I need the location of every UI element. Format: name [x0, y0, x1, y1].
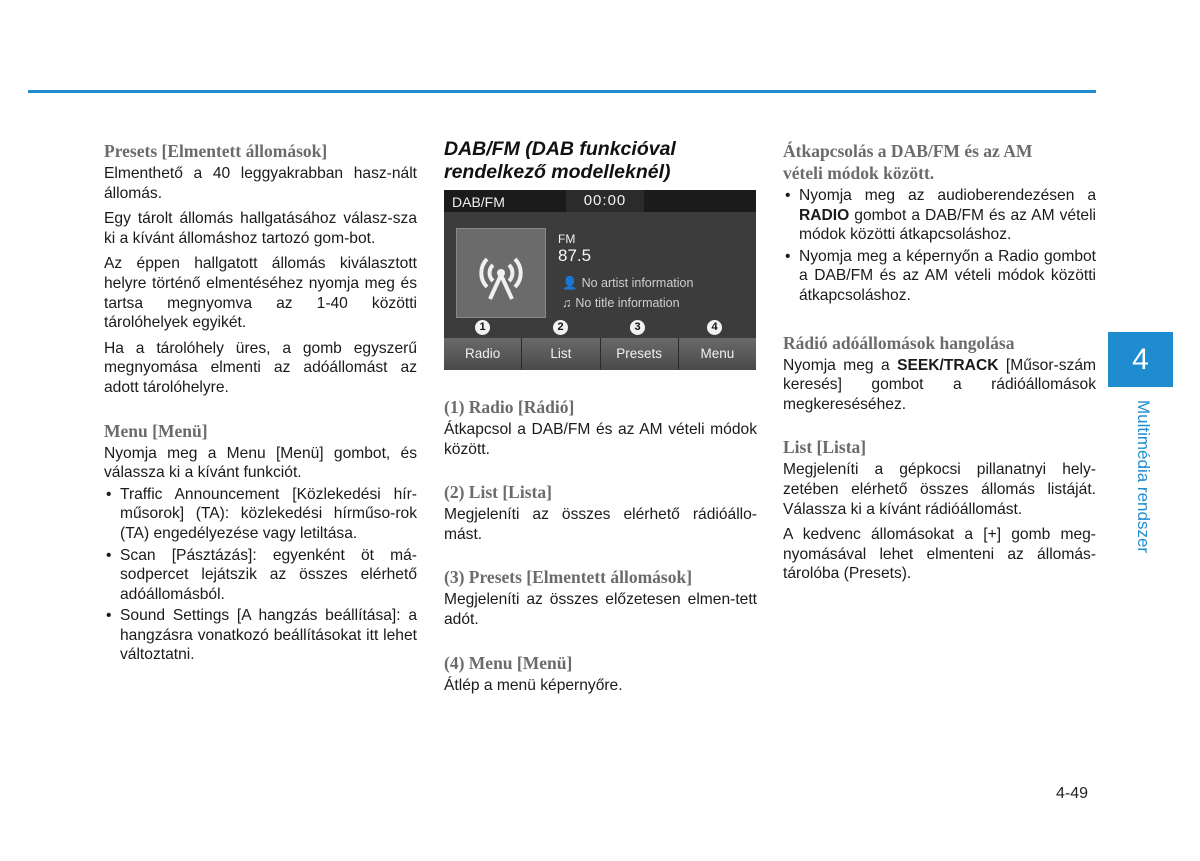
callout-row — [444, 318, 756, 338]
presets-button[interactable]: Presets — [601, 338, 679, 370]
menu-button[interactable]: Menu — [679, 338, 756, 370]
page-number: 4-49 — [1056, 785, 1089, 802]
screen-artist: 👤 No artist information — [562, 276, 694, 290]
column-right — [783, 140, 1096, 590]
column-middle — [444, 138, 757, 701]
menu-list — [104, 485, 417, 665]
paragraph: Átkapcsol a DAB/FM és az AM vételi módok között. — [444, 421, 757, 458]
music-note-icon: ♫ — [562, 296, 572, 310]
list-item: • Sound Settings [A hangzás beállítása]: a hangzásra vonatkozó beállításokat itt lehet változtatni. — [106, 607, 417, 664]
paragraph: Ha a tárolóhely üres, a gomb egyszerű megnyomása elmenti az adóállomást az adott tárolóhelyre. — [104, 339, 417, 396]
list-heading: (2) List [Lista] — [444, 482, 552, 503]
paragraph: Az éppen hallgatott állomás kiválasztott helyre történő elmentéséhez nyomja meg és tartsa megnyomva az 1-40 közötti tárolóhelyek egyikét. — [104, 255, 417, 332]
tuning-heading: Rádió adóállomások hangolása — [783, 332, 1015, 353]
list-item: • Nyomja meg az audioberendezésen a RADIO gombot a DAB/FM és az AM vételi módok közötti átkapcsoláshoz. — [785, 187, 1096, 244]
presets-heading: Presets [Elmentett állomások] — [104, 141, 328, 161]
screen-source-label: DAB/FM — [452, 194, 505, 210]
switch-list — [783, 186, 1096, 306]
radio-screen-figure — [444, 190, 756, 370]
paragraph: Megjeleníti az összes elérhető rádióállo-mást. — [444, 506, 757, 543]
section-title: DAB/FM (DAB funkcióval rendelkező modelleknél) — [444, 138, 676, 183]
callout-marker: 1 — [475, 320, 490, 335]
column-left — [104, 140, 417, 667]
screen-button-bar — [444, 338, 756, 370]
list-item: • Nyomja meg a képernyőn a Radio gombot a DAB/FM és az AM vételi módok közötti átkapcsoláshoz. — [785, 247, 1096, 304]
callout-marker: 2 — [553, 320, 568, 335]
screen-frequency: 87.5 — [558, 246, 592, 265]
paragraph: Egy tárolt állomás hallgatásához válasz-sza ki a kívánt állomáshoz tartozó gom-bot. — [104, 210, 417, 247]
menu-heading: (4) Menu [Menü] — [444, 652, 573, 673]
presets-heading: (3) Presets [Elmentett állomások] — [444, 567, 693, 588]
radio-antenna-icon — [456, 228, 546, 318]
callout-marker: 4 — [707, 320, 722, 335]
paragraph: Megjeleníti az összes előzetesen elmen-tett adót. — [444, 591, 757, 628]
callout-marker: 3 — [630, 320, 645, 335]
menu-heading: Menu [Menü] — [104, 420, 208, 441]
list-item: • Scan [Pásztázás]: egyenként öt má-sodpercet lejátszik az összes elérhető adóállomásból. — [106, 546, 417, 603]
screen-band: FM — [558, 232, 576, 246]
list-heading: List [Lista] — [783, 437, 867, 458]
chapter-label: Multimédia rendszer — [1134, 400, 1153, 554]
paragraph: Elmenthető a 40 leggyakrabban hasz-nált állomás. — [104, 165, 417, 202]
chapter-number-tab: 4 — [1108, 332, 1173, 387]
person-icon: 👤 — [562, 276, 578, 290]
radio-heading: (1) Radio [Rádió] — [444, 397, 575, 417]
screen-title: ♫ No title information — [562, 296, 680, 310]
switch-heading: Átkapcsolás a DAB/FM és az AM vételi módok között. — [783, 141, 1033, 183]
radio-button[interactable]: Radio — [444, 338, 522, 370]
paragraph: Átlép a menü képernyőre. — [444, 676, 623, 694]
paragraph: Nyomja meg a SEEK/TRACK [Műsor-szám keresés] gombot a rádióállomások megkereséséhez. — [783, 356, 1096, 413]
screen-clock: 00:00 — [566, 190, 644, 212]
paragraph: Megjeleníti a gépkocsi pillanatnyi hely-zetében elérhető összes állomás listáját. Válassza ki a kívánt rádióállomást. — [783, 461, 1096, 518]
paragraph: Nyomja meg a Menu [Menü] gombot, és válassza ki a kívánt funkciót. — [104, 444, 417, 482]
top-rule — [28, 90, 1096, 93]
paragraph: A kedvenc állomásokat a [+] gomb meg-nyomásával lehet elmenteni az állomás-tárolóba (Presets). — [783, 526, 1096, 583]
list-button[interactable]: List — [522, 338, 600, 370]
list-item: • Traffic Announcement [Közlekedési hír-műsorok] (TA): közlekedési hírműso-rok (TA) engedélyezése vagy letiltása. — [106, 485, 417, 542]
